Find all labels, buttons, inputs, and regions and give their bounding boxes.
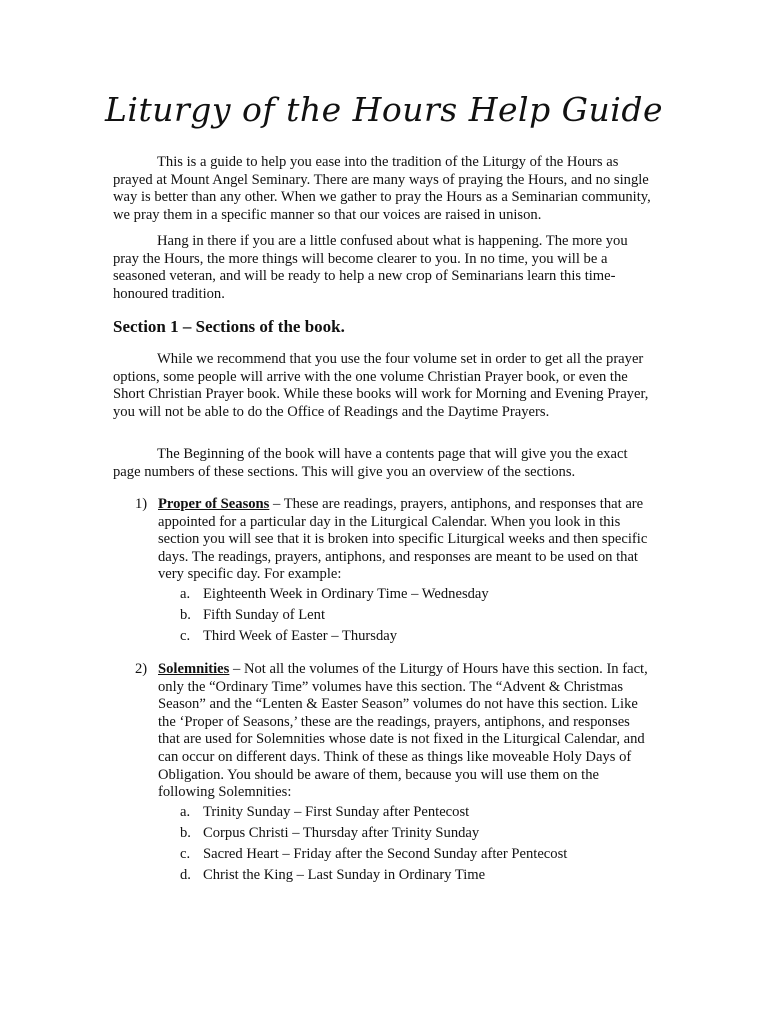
sub-item-text: Fifth Sunday of Lent	[203, 607, 326, 623]
sub-item-text: Sacred Heart – Friday after the Second Sunday after Pentecost	[203, 846, 568, 862]
list-item-term: Solemnities	[158, 661, 230, 677]
list-item-body	[158, 496, 653, 584]
sub-item-text: Christ the King – Last Sunday in Ordinary Time	[203, 867, 486, 883]
sub-item-letter: a.	[180, 804, 191, 820]
sub-item-letter: c.	[180, 846, 191, 862]
sub-item-letter: a.	[180, 586, 191, 602]
document-title: Liturgy of the Hours Help Guide	[104, 90, 664, 129]
intro-paragraph-2: Hang in there if you are a little confused about what is happening. The more you pray the Hours, the more things will become clearer to you. In no time, you will be a seasoned veteran, and will be ready to help a new crop of Seminarians learn this time-honoured tradition.	[113, 233, 628, 302]
sub-item-text: Corpus Christi – Thursday after Trinity Sunday	[203, 825, 480, 841]
list-item-number: 2)	[135, 661, 148, 677]
sub-item-letter: d.	[180, 867, 191, 883]
sub-item-letter: c.	[180, 628, 191, 644]
sub-item-text: Eighteenth Week in Ordinary Time – Wednesday	[203, 586, 489, 602]
sub-item-letter: b.	[180, 607, 191, 623]
list-item-number: 1)	[135, 496, 148, 512]
list-item-text: – Not all the volumes of the Liturgy of Hours have this section. In fact, only the “Ordinary Time” volumes have this section. The “Advent & Christmas Season” and the “Lenten & Easter Season” volumes do not have this section. Like the ‘Proper of Seasons,’ these are the readings, prayers, antiphons, and responses that are used for Solemnities whose date is not fixed in the Liturgical Calendar, and can occur on different days. Think of these as things like moveable Holy Days of Obligation. You should be aware of them, because you will use them on the following Solemnities:	[158, 661, 648, 801]
intro-paragraph-1: This is a guide to help you ease into the tradition of the Liturgy of the Hours as prayed at Mount Angel Seminary. There are many ways of praying the Hours, and no single way is better than any other. When we gather to pray the Hours as a Seminarian community, we pray them in a specific manner so that our voices are raised in unison.	[113, 154, 651, 223]
section-paragraph-2: The Beginning of the book will have a contents page that will give you the exact page numbers of these sections. This will give you an overview of the sections.	[113, 446, 628, 480]
list-item-term: Proper of Seasons	[158, 496, 270, 512]
sub-item-text: Third Week of Easter – Thursday	[203, 628, 398, 644]
sub-item-letter: b.	[180, 825, 191, 841]
section-paragraph-1: While we recommend that you use the four volume set in order to get all the prayer options, some people will arrive with the one volume Christian Prayer book, or even the Short Christian Prayer book. While these books will work for Morning and Evening Prayer, you will not be able to do the Office of Readings and the Daytime Prayers.	[113, 351, 649, 420]
section-heading: Section 1 – Sections of the book.	[113, 317, 345, 336]
sub-item-text: Trinity Sunday – First Sunday after Pentecost	[203, 804, 470, 820]
list-item-text: – These are readings, prayers, antiphons, and responses that are appointed for a particular day in the Liturgical Calendar. When you look in this section you will see that it is broken into specific Liturgical weeks and then specific days. The readings, prayers, antiphons, and responses are meant to be used on that very specific day. For example:	[158, 496, 648, 583]
list-item-body	[158, 661, 653, 802]
